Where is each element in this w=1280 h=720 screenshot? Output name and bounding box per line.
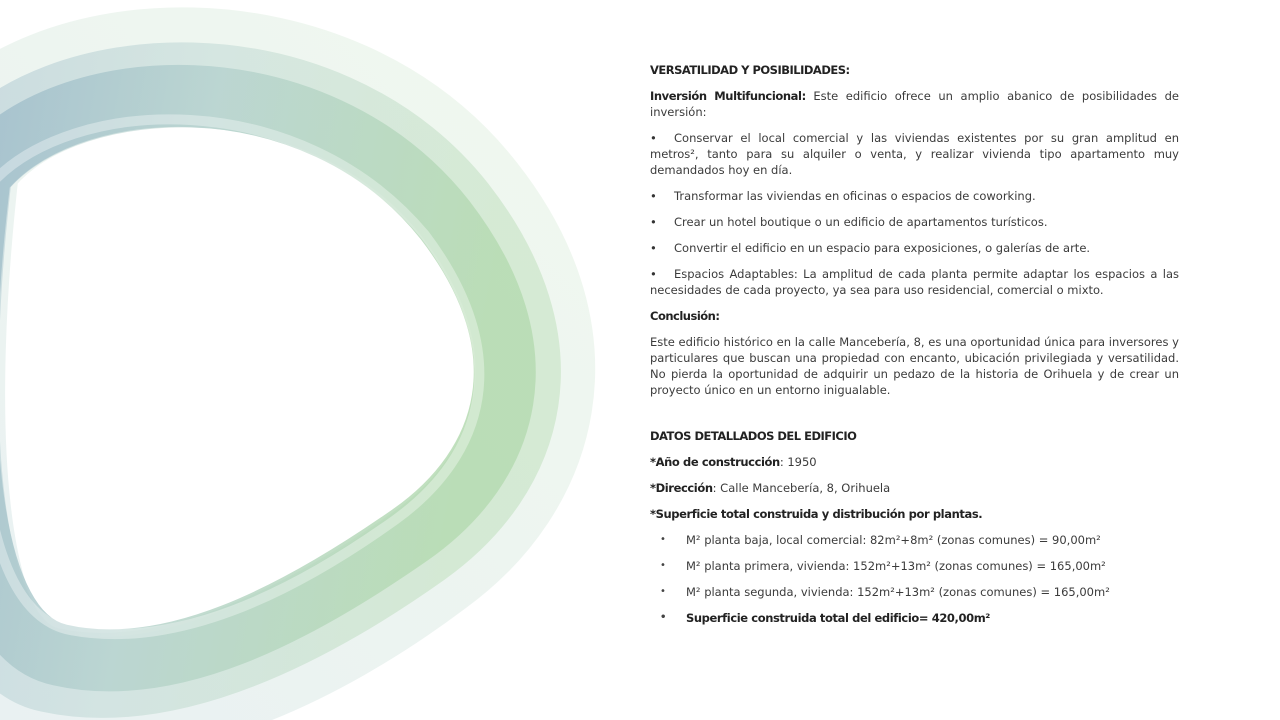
year-line bbox=[650, 454, 1179, 470]
address-line bbox=[650, 480, 1179, 496]
list-item: • M² planta primera, vivienda: 152m²+13m² (zonas comunes) = 165,00m² bbox=[660, 558, 1179, 574]
conclusion-heading: Conclusión: bbox=[650, 309, 720, 323]
total-surface-item: • Superficie construida total del edificio= 420,00m² bbox=[660, 610, 1179, 626]
decorative-ring-graphic bbox=[0, 0, 600, 720]
list-item: • M² planta baja, local comercial: 82m²+8m² (zonas comunes) = 90,00m² bbox=[660, 532, 1179, 548]
bullet-item: • Conservar el local comercial y las viviendas existentes por su gran amplitud en metros², tanto para su alquiler o venta, y realizar vivienda tipo apartamento muy demandados hoy en día. bbox=[650, 130, 1179, 178]
address-value: : Calle Mancebería, 8, Orihuela bbox=[712, 481, 891, 495]
versatility-heading: VERSATILIDAD Y POSIBILIDADES: bbox=[650, 63, 850, 77]
conclusion-text: Este edificio histórico en la calle Mancebería, 8, es una oportunidad única para inversores y particulares que buscan una propiedad con encanto, ubicación privilegiada y versatilidad. No pierda la oportunidad de adquirir un pedazo de la historia de Orihuela y de crear un proyecto único en un entorno inigualable. bbox=[650, 335, 1179, 397]
address-label: *Dirección bbox=[650, 481, 713, 495]
building-data-heading: DATOS DETALLADOS DEL EDIFICIO bbox=[650, 429, 857, 443]
spacer bbox=[650, 408, 1179, 428]
bullet-item: • Transformar las viviendas en oficinas o espacios de coworking. bbox=[650, 188, 1179, 204]
bullet-item: • Crear un hotel boutique o un edificio de apartamentos turísticos. bbox=[650, 214, 1179, 230]
floor-list bbox=[650, 532, 1179, 626]
surface-heading: *Superficie total construida y distribución por plantas. bbox=[650, 507, 983, 521]
year-label: *Año de construcción bbox=[650, 455, 780, 469]
bullet-item: • Convertir el edificio en un espacio para exposiciones, o galerías de arte. bbox=[650, 240, 1179, 256]
intro-label: Inversión Multifuncional: bbox=[650, 89, 806, 103]
bullet-item: • Espacios Adaptables: La amplitud de cada planta permite adaptar los espacios a las necesidades de cada proyecto, ya sea para uso residencial, comercial o mixto. bbox=[650, 266, 1179, 298]
intro-paragraph bbox=[650, 88, 1179, 120]
list-item: • M² planta segunda, vivienda: 152m²+13m² (zonas comunes) = 165,00m² bbox=[660, 584, 1179, 600]
intro-text: Este edificio ofrece un amplio abanico de posibilidades de inversión: bbox=[650, 89, 1179, 119]
year-value: : 1950 bbox=[779, 455, 817, 469]
text-column bbox=[650, 62, 1179, 636]
